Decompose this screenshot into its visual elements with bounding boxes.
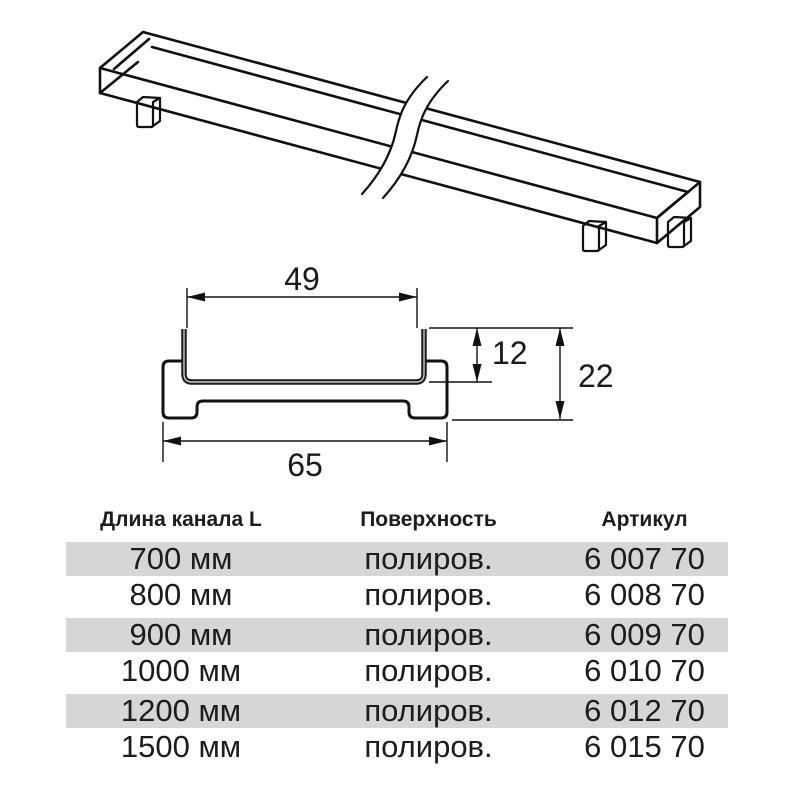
cell-length: 800 мм	[129, 577, 233, 612]
table-row	[66, 692, 728, 730]
cell-surface: полиров.	[364, 577, 493, 612]
cell-article: 6 007 70	[584, 541, 705, 576]
cell-article: 6 009 70	[584, 617, 705, 652]
spec-table	[66, 503, 728, 768]
cell-surface: полиров.	[364, 693, 493, 728]
cell-article: 6 010 70	[584, 653, 705, 688]
cell-length: 700 мм	[129, 541, 233, 576]
header-surface: Поверхность	[360, 508, 497, 531]
cell-article: 6 008 70	[584, 577, 705, 612]
table-row	[66, 578, 728, 616]
cell-surface: полиров.	[364, 653, 493, 688]
support-foot-left-icon	[137, 97, 160, 127]
cross-section-view	[163, 261, 614, 483]
isometric-channel-view	[100, 32, 700, 251]
table-row	[66, 540, 728, 578]
table-row	[66, 654, 728, 692]
support-profile	[163, 361, 447, 418]
cell-surface: полиров.	[364, 617, 493, 652]
header-article: Артикул	[601, 508, 688, 531]
cell-surface: полиров.	[364, 541, 493, 576]
cell-article: 6 012 70	[584, 693, 705, 728]
table-row	[66, 730, 728, 768]
dim-label-65: 65	[287, 447, 323, 483]
cell-length: 1500 мм	[120, 729, 242, 764]
dim-label-49: 49	[284, 261, 320, 297]
header-length: Длина канала L	[100, 508, 262, 531]
cell-length: 900 мм	[129, 617, 233, 652]
cell-article: 6 015 70	[584, 729, 705, 764]
cell-length: 1200 мм	[120, 693, 242, 728]
table-header-row	[66, 503, 728, 540]
channel-profile	[184, 329, 424, 382]
dim-label-12: 12	[492, 335, 528, 371]
cell-surface: полиров.	[364, 729, 493, 764]
table-row	[66, 616, 728, 654]
dim-label-22: 22	[578, 358, 614, 394]
cell-length: 1000 мм	[120, 653, 242, 688]
